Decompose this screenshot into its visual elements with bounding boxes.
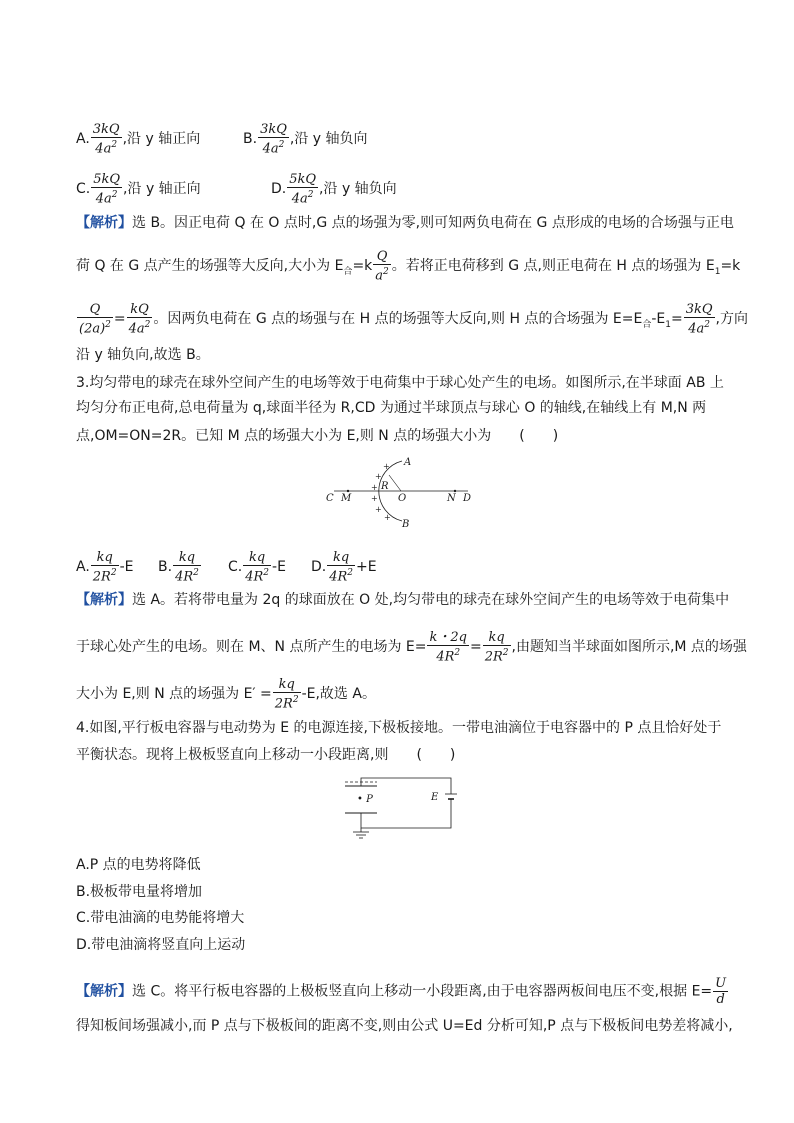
option-letter: C. [228,559,243,576]
q4-option-b [76,882,202,902]
option-letter: D. [311,559,327,576]
text: 于球心处产生的电场。则在 M、N 点所产生的电场为 E= [76,639,427,656]
text: 4.如图,平行板电容器与电动势为 E 的电源连接,下极板接地。一带电油滴位于电容器中的 P 点且恰好处于 [76,720,722,736]
option-text: ,沿 y 轴正向 [122,131,201,148]
denominator: $4a^2$ [91,187,122,206]
point-m [347,490,349,492]
option-text: ,沿 y 轴负向 [319,181,397,198]
den-text: 2R [92,569,111,585]
text: = [113,311,126,328]
option-letter: C. [76,181,91,198]
option-text: ,沿 y 轴负向 [289,131,368,148]
text: 大小为 E,则 N 点的场强为 E′ = [76,686,272,703]
den-text: (2a) [79,321,106,337]
plus-sign: + [384,513,391,522]
label-n: N [447,493,456,504]
fraction [91,172,122,206]
fraction [91,550,119,584]
q3-hemisphere-figure [320,455,480,530]
subscript: 合 [642,319,652,330]
q3-stem-line3 [76,426,558,446]
fraction [91,122,122,156]
q3-option-b [158,550,202,584]
q4-stem-line1 [76,718,721,738]
den-text: 4a [688,321,705,337]
label-c: C [326,493,334,504]
q3-stem-line2 [76,398,706,418]
numerator: 5kQ [289,172,317,187]
q3-analysis-line1 [76,590,729,610]
option-text: -E [272,559,286,576]
fraction [713,976,728,1007]
text: 。若将正电荷移到 G 点,则正电荷在 H 点的场强为 E [391,258,715,275]
q4-option-c [76,908,244,928]
option-text: +E [356,559,377,576]
denominator: $2R^2$ [91,565,119,584]
q4-option-d [76,935,245,955]
numerator: kq [278,677,295,692]
plus-sign: + [371,494,378,503]
fraction [287,172,318,206]
option-letter: B. [158,559,173,576]
den-text: 4a [95,141,112,157]
q4-option-a [76,855,201,875]
denominator: $4R^2$ [327,565,355,584]
fraction [427,630,468,664]
subscript: 1 [665,319,671,330]
numerator: kq [333,550,350,565]
plus-sign: + [371,483,378,492]
option-text: D.带电油滴将竖直向上运动 [76,937,246,953]
numerator: kq [178,550,196,565]
numerator: Q [89,302,101,317]
fraction [483,630,511,664]
q4-capacitor-figure [335,772,460,842]
den-text: 4R [175,569,194,585]
denominator: $4a^2$ [684,317,715,336]
q2-option-c [76,172,201,206]
den-text: 4a [128,321,145,337]
text: 点,OM=ON=2R。已知 M 点的场强大小为 E,则 N 点的场强大小为 ( ) [76,428,559,444]
den-text: 4a [262,141,279,157]
plus-sign: + [383,462,390,471]
text: -E,故选 A。 [301,686,376,703]
text: 荷 Q 在 G 点产生的场强等大反向,大小为 E [76,258,344,275]
numerator: k・2q [429,630,467,645]
fraction [373,249,391,283]
denominator: d [713,991,728,1007]
numerator: 5kQ [93,172,121,187]
text: ,方向 [715,311,748,328]
fraction [684,302,715,336]
text: =k [720,258,741,275]
option-text: A.P 点的电势将降低 [76,857,201,873]
fraction [127,302,153,336]
text: =k [352,258,373,275]
denominator: $2R^2$ [483,645,511,664]
den-text: 4R [436,649,455,665]
numerator: kQ [130,302,149,317]
numerator: 3kQ [685,302,713,317]
q2-analysis-line4 [76,345,210,365]
analysis-text: 选 A。若将带电量为 2q 的球面放在 O 处,均匀带电的球壳在球外空间产生的电场等效于电荷集中 [132,592,730,608]
fraction [273,677,301,711]
option-text: C.带电油滴的电势能将增大 [76,910,245,926]
q3-option-c [228,550,286,584]
numerator: 3kQ [260,122,287,137]
numerator: U [715,976,727,991]
option-letter: D. [271,181,287,198]
den-text: 4a [291,191,308,207]
q3-option-d [311,550,377,584]
subscript: 合 [343,266,353,277]
analysis-tag: 【解析】 [76,215,132,231]
q2-analysis-line3 [76,302,748,336]
den-text: 4a [95,191,112,207]
denominator: $(2a)^2$ [77,317,113,336]
option-letter: A. [76,559,90,576]
q2-analysis-line1 [76,213,734,233]
denominator: $4R^2$ [243,565,271,584]
den-text: a [375,268,384,284]
q2-option-b [243,122,368,156]
text: 3.均匀带电的球壳在球外空间产生的电场等效于电荷集中于球心处产生的电场。如图所示,在半球面 AB 上 [76,375,724,391]
den-text: 2R [484,649,503,665]
q3-stem-line1 [76,373,724,393]
label-b: B [402,519,410,530]
subscript: 1 [714,266,721,277]
q3-analysis-line2 [76,630,747,664]
denominator: $4R^2$ [173,565,201,584]
text: 均匀分布正电荷,总电荷量为 q,球面半径为 R,CD 为通过半球顶点与球心 O 的轴线,在轴线上有 M,N 两 [76,400,707,416]
text: 得知板间场强减小,而 P 点与下极板间的距离不变,则由公式 U=Ed 分析可知,P 点与下极板间电势差将减小, [76,1018,733,1034]
fraction [77,302,113,336]
q2-option-a [76,122,200,156]
plus-sign: + [375,472,382,481]
radius-line [389,475,401,491]
numerator: Q [376,249,388,264]
numerator: 3kQ [92,122,120,137]
option-text: -E [119,559,134,576]
option-letter: A. [76,131,90,148]
text: 选 C。将平行板电容器的上极板竖直向上移动一小段距离,由于电容器两板间电压不变,根据 E= [132,983,713,1000]
point-n [454,490,456,492]
numerator: kq [96,550,113,565]
plus-sign: + [375,505,382,514]
fraction [173,550,201,584]
den-text: 4R [329,569,348,585]
denominator: $4R^2$ [427,645,468,664]
option-text: ,沿 y 轴正向 [123,181,201,198]
denominator: $4a^2$ [127,317,153,336]
fraction [243,550,271,584]
denominator: $2R^2$ [273,692,301,711]
analysis-tag: 【解析】 [76,983,132,1000]
label-m: M [341,493,352,504]
label-d: D [463,493,472,504]
option-letter: B. [243,131,258,148]
denominator: $4a^2$ [287,187,318,206]
text: 平衡状态。现将上极板竖直向上移动一小段距离,则 ( ) [76,747,456,763]
denominator: $4a^2$ [91,137,122,156]
label-o: O [398,493,407,504]
text: = [671,311,683,328]
analysis-tag: 【解析】 [76,592,132,608]
q4-stem-line2 [76,745,455,765]
label-e: E [431,792,439,803]
den-text: 4R [245,569,264,585]
numerator: kq [488,630,505,645]
label-r: R [381,481,389,492]
q2-analysis-line2 [76,249,740,283]
label-a: A [404,457,412,468]
q2-option-d [271,172,397,206]
q3-option-a [76,550,133,584]
q3-analysis-line3 [76,677,376,711]
option-text: B.极板带电量将增加 [76,884,203,900]
text: 。因两负电荷在 G 点的场强与在 H 点的场强等大反向,则 H 点的合场强为 E=E [153,311,643,328]
den-text: 2R [274,696,293,712]
analysis-text: 选 B。因正电荷 Q 在 O 点时,G 点的场强为零,则可知两负电荷在 G 点形成的电场的合场强与正电 [132,215,734,231]
text: = [469,639,482,656]
numerator: kq [249,550,266,565]
label-p: • P [357,794,373,805]
text: -E [651,311,666,328]
text: ,由题知当半球面如图所示,M 点的场强 [511,639,747,656]
q4-analysis-line2 [76,1016,733,1036]
fraction [258,122,289,156]
q4-analysis-line1 [76,976,729,1007]
denominator: $4a^2$ [258,137,289,156]
fraction [327,550,355,584]
denominator: $a^2$ [373,264,391,283]
text: 沿 y 轴负向,故选 B。 [76,347,210,363]
